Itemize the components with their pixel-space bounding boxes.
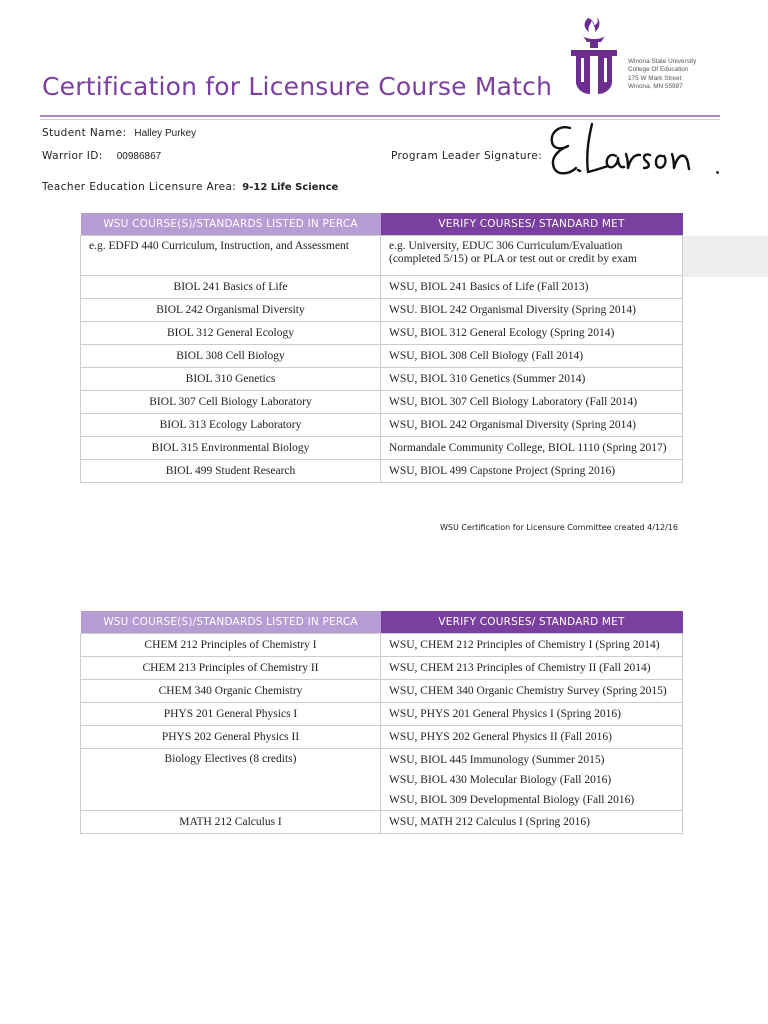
table-row [81, 321, 683, 344]
verify-cell: WSU, BIOL 310 Genetics (Summer 2014) [381, 367, 683, 390]
column-header-perca: WSU COURSE(S)/STANDARDS LISTED IN PERCA [81, 213, 381, 235]
handwritten-signature [548, 120, 694, 182]
page-title: Certification for Licensure Course Match [42, 72, 553, 101]
table-row [81, 367, 683, 390]
table-row [81, 413, 683, 436]
committee-footnote: WSU Certification for Licensure Committee created 4/12/16 [440, 523, 678, 532]
institution-address: Winona State University College Of Education 175 W Mark Street Winona, MN 55987 [628, 58, 697, 91]
course-cell: BIOL 241 Basics of Life [81, 275, 381, 298]
table-row [81, 390, 683, 413]
verify-cell: WSU, PHYS 202 General Physics II (Fall 2016) [381, 725, 683, 748]
verify-cell: WSU. BIOL 242 Organismal Diversity (Spring 2014) [381, 298, 683, 321]
course-cell: CHEM 213 Principles of Chemistry II [81, 656, 381, 679]
column-header-perca: WSU COURSE(S)/STANDARDS LISTED IN PERCA [81, 611, 381, 633]
course-cell: BIOL 313 Ecology Laboratory [81, 413, 381, 436]
verify-cell: WSU, PHYS 201 General Physics I (Spring 2016) [381, 702, 683, 725]
licensure-area-field: Teacher Education Licensure Area: 9-12 Life Science [42, 181, 339, 193]
warrior-id-value: 00986867 [116, 151, 162, 162]
course-cell: BIOL 308 Cell Biology [81, 344, 381, 367]
wsu-torch-logo-icon [568, 16, 620, 98]
table-row [81, 275, 683, 298]
warrior-id-field: Warrior ID: 00986867 [42, 150, 162, 162]
verify-cell: WSU, CHEM 340 Organic Chemistry Survey (Spring 2015) [381, 679, 683, 702]
margin-shade [682, 236, 768, 277]
course-cell: BIOL 312 General Ecology [81, 321, 381, 344]
signature-period [716, 171, 719, 174]
course-cell: BIOL 315 Environmental Biology [81, 436, 381, 459]
student-name-field: Student Name: Halley Purkey [42, 127, 197, 139]
course-match-table-1 [80, 213, 683, 483]
header-divider [40, 115, 720, 117]
course-cell: BIOL 307 Cell Biology Laboratory [81, 390, 381, 413]
column-header-verify: VERIFY COURSES/ STANDARD MET [381, 611, 683, 633]
table-row [81, 436, 683, 459]
verify-cell: Normandale Community College, BIOL 1110 (Spring 2017) [381, 436, 683, 459]
verify-cell: WSU, BIOL 241 Basics of Life (Fall 2013) [381, 275, 683, 298]
column-header-verify: VERIFY COURSES/ STANDARD MET [381, 213, 683, 235]
verify-cell: WSU, CHEM 212 Principles of Chemistry I (Spring 2014) [381, 633, 683, 656]
electives-row [81, 748, 683, 810]
verify-cell: WSU, BIOL 312 General Ecology (Spring 2014) [381, 321, 683, 344]
example-verify: e.g. University, EDUC 306 Curriculum/Evaluation (completed 5/15) or PLA or test out or credit by exam [381, 235, 683, 275]
course-cell: BIOL 310 Genetics [81, 367, 381, 390]
table-row [81, 810, 683, 833]
verify-cell: WSU, CHEM 213 Principles of Chemistry II (Fall 2014) [381, 656, 683, 679]
course-cell: PHYS 202 General Physics II [81, 725, 381, 748]
course-cell: PHYS 201 General Physics I [81, 702, 381, 725]
course-cell: Biology Electives (8 credits) [81, 748, 381, 810]
example-row [81, 235, 683, 275]
verify-cell: WSU, BIOL 307 Cell Biology Laboratory (Fall 2014) [381, 390, 683, 413]
table-row [81, 298, 683, 321]
student-name-value: Halley Purkey [134, 128, 197, 139]
table-row [81, 633, 683, 656]
signature-label: Program Leader Signature: [391, 150, 543, 162]
example-course: e.g. EDFD 440 Curriculum, Instruction, and Assessment [81, 235, 381, 275]
verify-cell: WSU, BIOL 308 Cell Biology (Fall 2014) [381, 344, 683, 367]
course-cell: BIOL 499 Student Research [81, 459, 381, 482]
table-row [81, 725, 683, 748]
table-row [81, 702, 683, 725]
table-row [81, 344, 683, 367]
course-match-table-2 [80, 611, 683, 834]
verify-cell: WSU, BIOL 499 Capstone Project (Spring 2016) [381, 459, 683, 482]
verify-cell: WSU, BIOL 242 Organismal Diversity (Spring 2014) [381, 413, 683, 436]
licensure-area-value: 9-12 Life Science [242, 182, 339, 193]
table-row [81, 679, 683, 702]
course-cell: CHEM 340 Organic Chemistry [81, 679, 381, 702]
verify-cell: WSU, MATH 212 Calculus I (Spring 2016) [381, 810, 683, 833]
course-cell: CHEM 212 Principles of Chemistry I [81, 633, 381, 656]
course-cell: MATH 212 Calculus I [81, 810, 381, 833]
verify-cell: WSU, BIOL 445 Immunology (Summer 2015) WSU, BIOL 430 Molecular Biology (Fall 2016) WSU, BIOL 309 Developmental Biology (Fall 2016) [381, 748, 683, 810]
course-cell: BIOL 242 Organismal Diversity [81, 298, 381, 321]
table-row [81, 459, 683, 482]
table-row [81, 656, 683, 679]
